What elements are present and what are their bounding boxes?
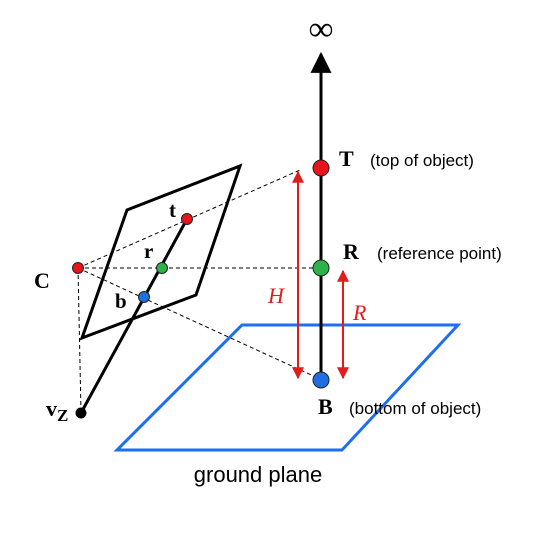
point-B bbox=[313, 372, 329, 388]
vz-main: v bbox=[46, 396, 57, 421]
R-label: R bbox=[343, 239, 359, 264]
infinity-label: ∞ bbox=[308, 11, 334, 48]
point-vz bbox=[76, 408, 87, 419]
H-label: H bbox=[268, 283, 284, 308]
point-T bbox=[313, 160, 329, 176]
T-description: (top of object) bbox=[370, 151, 474, 170]
R-height-label: R bbox=[353, 300, 367, 325]
point-t bbox=[182, 214, 193, 225]
R-description: (reference point) bbox=[377, 244, 502, 263]
point-b bbox=[139, 292, 150, 303]
r-label: r bbox=[144, 239, 154, 263]
B-description: (bottom of object) bbox=[349, 399, 482, 418]
B-label: B bbox=[318, 394, 333, 419]
ground-plane-label: ground plane bbox=[193, 462, 323, 487]
vz-subscript: Z bbox=[57, 406, 69, 425]
point-C bbox=[73, 263, 84, 274]
t-label: t bbox=[169, 198, 176, 222]
image-plane bbox=[82, 166, 240, 338]
point-r bbox=[157, 263, 168, 274]
ground-plane bbox=[117, 325, 458, 450]
T-label: T bbox=[339, 146, 354, 171]
vz-label bbox=[46, 396, 68, 425]
C-label: C bbox=[34, 268, 50, 293]
point-R bbox=[313, 260, 329, 276]
vanishing-line bbox=[81, 219, 187, 413]
b-label: b bbox=[115, 289, 127, 313]
